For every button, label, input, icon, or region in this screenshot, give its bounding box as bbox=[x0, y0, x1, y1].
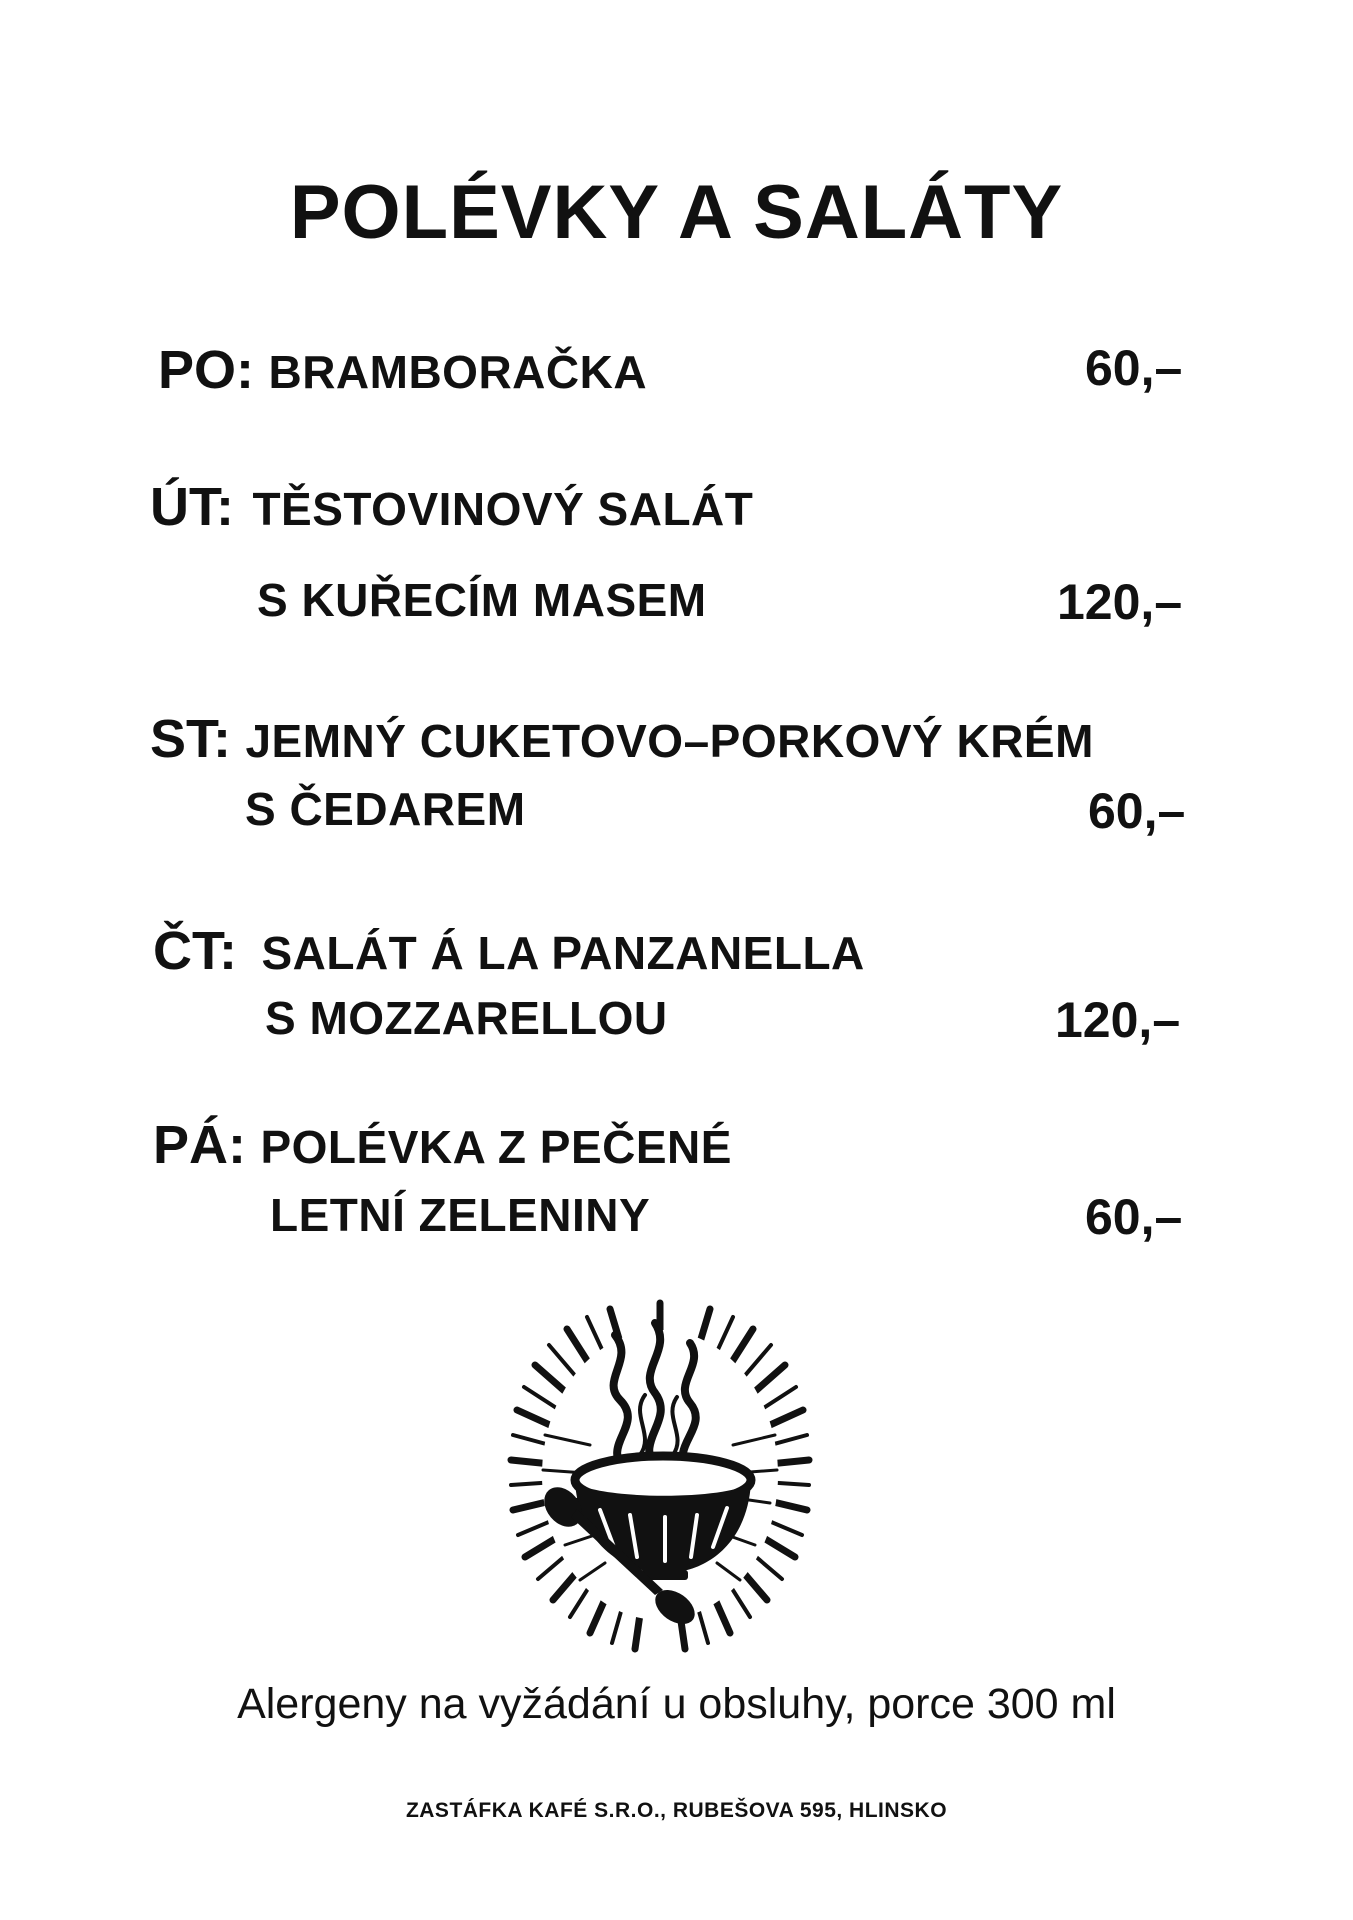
dish-name-continued: S KUŘECÍM MASEM bbox=[257, 574, 707, 626]
dish-name-continued: S MOZZARELLOU bbox=[265, 992, 668, 1044]
day-label: ČT: bbox=[153, 921, 237, 981]
dish-name-continued: LETNÍ ZELENINY bbox=[270, 1189, 651, 1241]
price: 60,– bbox=[1085, 340, 1183, 396]
price: 120,– bbox=[1057, 574, 1183, 630]
dish-name: SALÁT Á LA PANZANELLA bbox=[261, 927, 865, 979]
dish-name: TĚSTOVINOVÝ SALÁT bbox=[252, 483, 754, 535]
allergen-note: Alergeny na vyžádání u obsluhy, porce 300 ml bbox=[237, 1680, 1116, 1728]
day-label: PO: bbox=[158, 340, 255, 400]
day-label: PÁ: bbox=[153, 1115, 246, 1175]
page-title: POLÉVKY A SALÁTY bbox=[289, 170, 1064, 255]
menu-item-st-line2 bbox=[245, 783, 526, 835]
day-label: ST: bbox=[150, 709, 231, 769]
price: 120,– bbox=[1055, 992, 1181, 1048]
dish-name: BRAMBORAČKA bbox=[268, 346, 648, 398]
menu-item-ut bbox=[150, 477, 754, 537]
menu-item-ct-line2 bbox=[265, 992, 668, 1044]
dish-name: JEMNÝ CUKETOVO–PORKOVÝ KRÉM bbox=[245, 715, 1094, 767]
menu-item-ct bbox=[153, 921, 865, 981]
menu-item-pa bbox=[153, 1115, 732, 1175]
footer-address: ZASTÁFKA KAFÉ S.R.O., RUBEŠOVA 595, HLINSKO bbox=[405, 1799, 948, 1822]
menu-item-pa-line2 bbox=[270, 1189, 651, 1241]
dish-name-continued: S ČEDAREM bbox=[245, 783, 526, 835]
menu-item-po bbox=[158, 340, 648, 400]
menu-item-ut-line2 bbox=[257, 574, 707, 626]
dish-name: POLÉVKA Z PEČENÉ bbox=[260, 1121, 732, 1173]
menu-item-st bbox=[150, 709, 1094, 769]
day-label: ÚT: bbox=[150, 477, 234, 537]
price: 60,– bbox=[1085, 1189, 1183, 1245]
soup-bowl-woodcut-icon bbox=[505, 1295, 815, 1655]
price: 60,– bbox=[1088, 783, 1186, 839]
